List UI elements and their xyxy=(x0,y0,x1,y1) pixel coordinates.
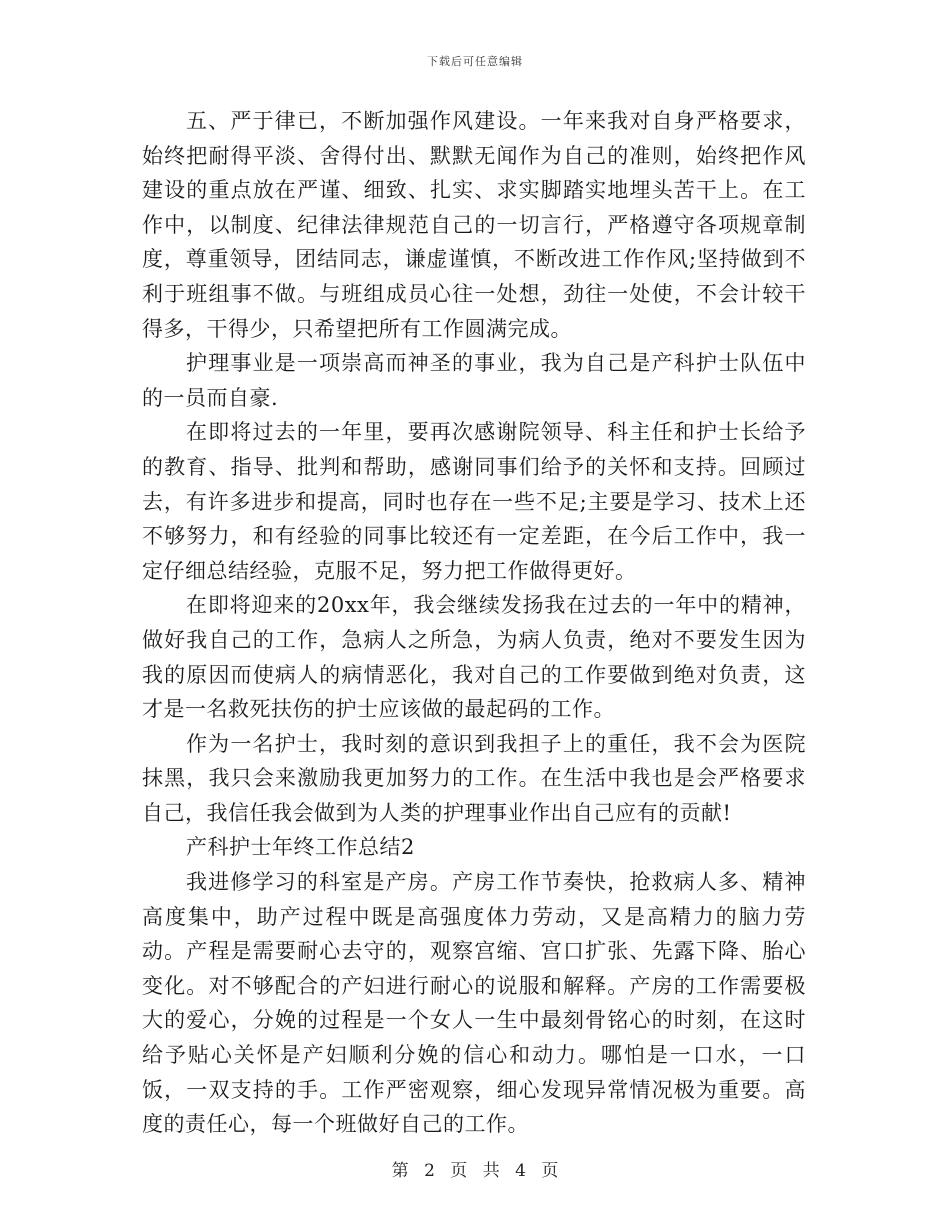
footer-prefix: 第 xyxy=(391,1161,409,1181)
current-page-number: 2 xyxy=(424,1161,435,1181)
paragraph-2: 护理事业是一项崇高而神圣的事业，我为自己是产科护士队伍中的一员而自豪. xyxy=(142,351,806,410)
paragraph-5: 作为一名护士，我时刻的意识到我担子上的重任，我不会为医院抹黑，我只会来激励我更加努力的工作。在生活中我也是会严格要求自己，我信任我会做到为人类的护理事业作出自己应有的贡献! xyxy=(142,731,806,825)
header-note: 下载后可任意编辑 xyxy=(427,55,523,68)
footer-total-label: 共 xyxy=(482,1161,500,1181)
footer-page-label: 页 xyxy=(450,1161,468,1181)
footer-suffix: 页 xyxy=(541,1161,559,1181)
paragraph-1: 五、严于律已，不断加强作风建设。一年来我对自身严格要求，始终把耐得平淡、舍得付出、默默无闻作为自己的准则，始终把作风建设的重点放在严谨、细致、扎实、求实脚踏实地埋头苦干上。在工作中，以制度、纪律法律规范自己的一切言行，严格遵守各项规章制度，尊重领导，团结同志，谦虚谨慎，不断改进工作作风;坚持做到不利于班组事不做。与班组成员心往一处想，劲往一处使，不会计较干得多，干得少，只希望把所有工作圆满完成。 xyxy=(142,109,806,341)
total-pages-number: 4 xyxy=(515,1161,526,1181)
paragraph-4: 在即将迎来的20xx年，我会继续发扬我在过去的一年中的精神，做好我自己的工作，急病人之所急，为病人负责，绝对不要发生因为我的原因而使病人的病情恶化，我对自己的工作要做到绝对负责，这才是一名救死扶伤的护士应该做的最起码的工作。 xyxy=(142,593,806,722)
paragraph-6: 我进修学习的科室是产房。产房工作节奏快，抢救病人多、精神高度集中，助产过程中既是高强度体力劳动，又是高精力的脑力劳动。产程是需要耐心去守的，观察宫缩、宫口扩张、先露下降、胎心变化。对不够配合的产妇进行耐心的说服和解释。产房的工作需要极大的爱心，分娩的过程是一个女人一生中最刻骨铭心的时刻，在这时给予贴心关怀是产妇顺利分娩的信心和动力。哪怕是一口水，一口饭，一双支持的手。工作严密观察，细心发现异常情况极为重要。高度的责任心，每一个班做好自己的工作。 xyxy=(142,870,806,1137)
section-heading: 产科护士年终工作总结2 xyxy=(186,835,415,860)
document-body xyxy=(142,104,806,1142)
paragraph-3: 在即将过去的一年里，要再次感谢院领导、科主任和护士长给予的教育、指导、批判和帮助，感谢同事们给予的关怀和支持。回顾过去，有许多进步和提高，同时也存在一些不足;主要是学习、技术上还不够努力，和有经验的同事比较还有一定差距，在今后工作中，我一定仔细总结经验，克服不足，努力把工作做得更好。 xyxy=(142,420,806,583)
page-footer xyxy=(0,1156,950,1181)
